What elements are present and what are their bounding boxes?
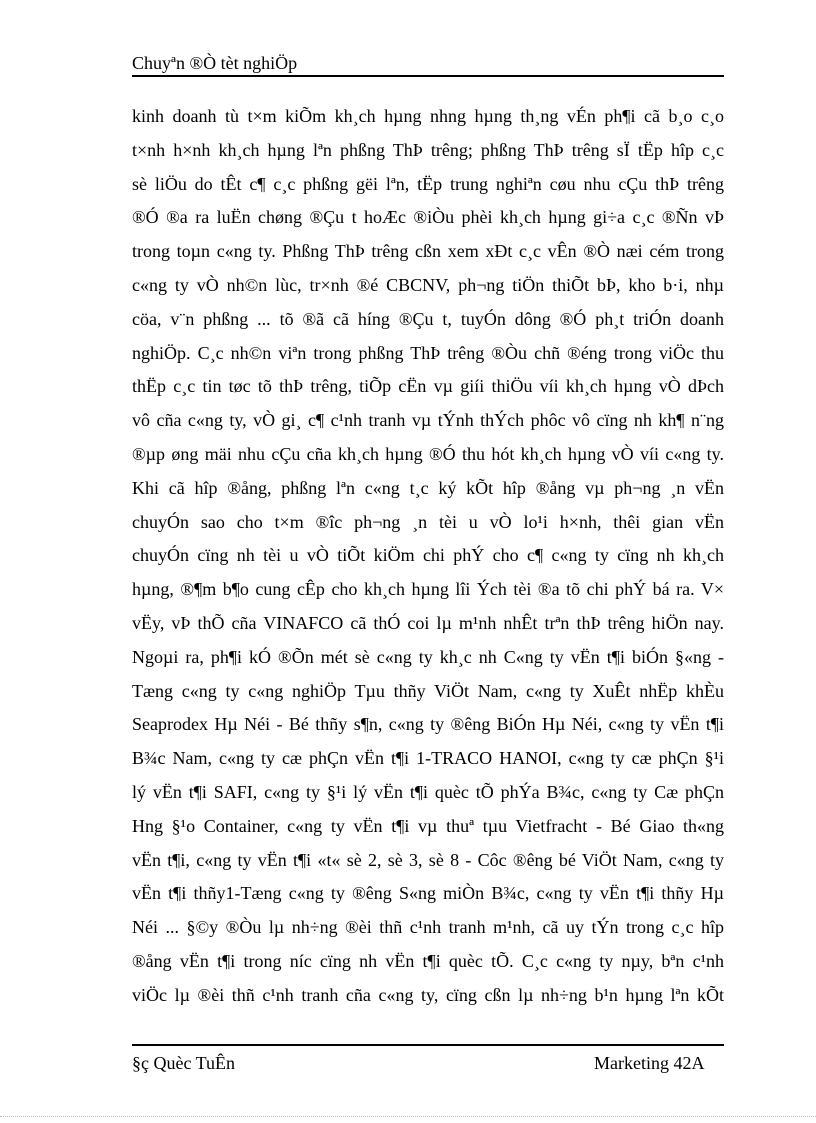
page-header-title: Chuyªn ®Ò tèt nghiÖp [132, 53, 298, 73]
text-line: cöa, v¨n phßng ... tõ ®ã cã híng ®Çu t, tuyÓn dông ®Ó ph¸t triÓn doanh [132, 308, 724, 329]
text-line: ®µp øng mäi nhu cÇu cña kh¸ch hµng ®Ó thu hót kh¸ch hµng vÒ víi c«ng ty. [132, 443, 724, 464]
page-bottom-edge [0, 1116, 816, 1117]
text-line: sè liÖu do tÊt c¶ c¸c phßng gëi lªn, tËp trung nghiªn cøu nhu cÇu thÞ trêng [132, 173, 724, 194]
text-line: Tæng c«ng ty c«ng nghiÖp Tµu thñy ViÖt Nam, c«ng ty XuÊt nhËp khÈu [132, 680, 724, 701]
text-line: thËp c¸c tin tøc tõ thÞ trêng, tiÕp cËn vµ giíi thiÖu víi kh¸ch hµng vÒ dÞch [132, 376, 724, 397]
text-line: lý vËn t¶i SAFI, c«ng ty §¹i lý vËn t¶i quèc tÕ phÝa B¾c, c«ng ty Cæ phÇn [132, 781, 724, 802]
text-line: vËy, vÞ thÕ cña VINAFCO cã thÓ coi lµ m¹nh nhÊt trªn thÞ trêng hiÖn nay. [132, 612, 724, 633]
text-line: Khi cã hîp ®ång, phßng lªn c«ng t¸c ký kÕt hîp ®ång vµ ph¬ng ¸n vËn [132, 477, 724, 498]
text-line: ®ång vËn t¶i trong níc cïng nh vËn t¶i quèc tÕ. C¸c c«ng ty nµy, bªn c¹nh [132, 950, 724, 971]
body-paragraph [132, 100, 724, 1013]
footer-author: §ç Quèc TuÊn [132, 1053, 235, 1073]
text-line: t×nh h×nh kh¸ch hµng lªn phßng ThÞ trêng; phßng ThÞ trêng sÏ tËp hîp c¸c [132, 139, 724, 160]
text-line: Seaprodex Hµ Néi - Bé thñy s¶n, c«ng ty ®êng BiÓn Hµ Néi, c«ng ty vËn t¶i [132, 714, 724, 735]
text-line: nghiÖp. C¸c nh©n viªn trong phßng ThÞ trêng ®Òu chñ ®éng trong viÖc thu [132, 342, 724, 363]
text-line: Hng §¹o Container, c«ng ty vËn t¶i vµ thuª tµu Vietfracht - Bé Giao th«ng [132, 815, 724, 836]
text-line: vËn t¶i, c«ng ty vËn t¶i «t« sè 2, sè 3, sè 8 - Côc ®êng bé ViÖt Nam, c«ng ty [132, 849, 724, 870]
text-line: vô cña c«ng ty, vÒ gi¸ c¶ c¹nh tranh vµ tÝnh thÝch phôc vô cïng nh kh¶ n¨ng [132, 410, 724, 431]
text-line: chuyÓn sao cho t×m ®îc ph¬ng ¸n tèi u vÒ lo¹i h×nh, thêi gian vËn [132, 511, 724, 532]
footer-divider [132, 1044, 724, 1046]
text-line: B¾c Nam, c«ng ty cæ phÇn vËn t¶i 1-TRACO HANOI, c«ng ty cæ phÇn §¹i [132, 748, 724, 769]
footer-class: Marketing 42A [594, 1053, 705, 1073]
text-line: Ngoµi ra, ph¶i kÓ ®Õn mét sè c«ng ty kh¸c nh C«ng ty vËn t¶i biÓn §«ng - [132, 646, 724, 667]
text-line: hµng, ®¶m b¶o cung cÊp cho kh¸ch hµng lîi Ých tèi ®a tõ chi phÝ bá ra. V× [132, 579, 724, 600]
text-line: Néi ... §©y ®Òu lµ nh÷ng ®èi thñ c¹nh tranh m¹nh, cã uy tÝn trong c¸c hîp [132, 917, 724, 938]
text-line: vËn t¶i thñy1-Tæng c«ng ty ®êng S«ng miÒn B¾c, c«ng ty vËn t¶i thñy Hµ [132, 883, 724, 904]
text-line: chuyÓn cïng nh tèi u vÒ tiÕt kiÖm chi phÝ cho c¶ c«ng ty cïng nh kh¸ch [132, 545, 724, 566]
header-divider [132, 75, 724, 77]
text-line: c«ng ty vÒ nh©n lùc, tr×nh ®é CBCNV, ph¬ng tiÖn thiÕt bÞ, kho b·i, nhµ [132, 274, 724, 295]
text-line: viÖc lµ ®èi thñ c¹nh tranh cña c«ng ty, cïng cßn lµ nh÷ng b¹n hµng lªn kÕt [132, 984, 724, 1005]
text-line: ®Ó ®a ra luËn chøng ®Çu t hoÆc ®iÒu phèi kh¸ch hµng gi÷a c¸c ®Ñn vÞ [132, 207, 724, 228]
text-line: trong toµn c«ng ty. Phßng ThÞ trêng cßn xem xÐt c¸c vÊn ®Ò næi cém trong [132, 241, 724, 262]
text-line: kinh doanh tù t×m kiÕm kh¸ch hµng nhng hµng th¸ng vÉn ph¶i cã b¸o c¸o [132, 106, 724, 126]
